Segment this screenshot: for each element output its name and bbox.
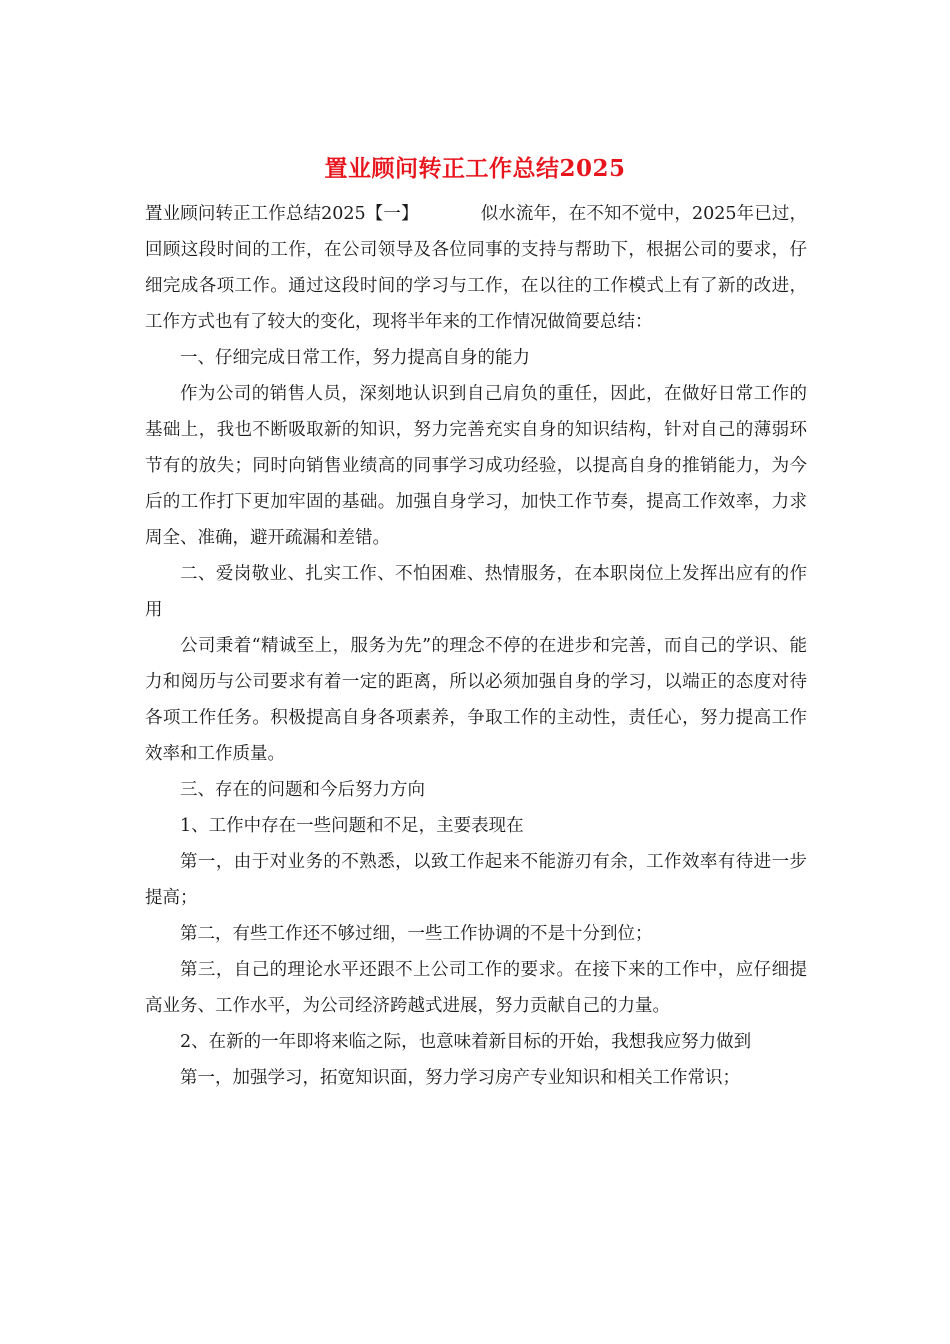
paragraph: 第一，加强学习，拓宽知识面，努力学习房产专业知识和相关工作常识； xyxy=(180,1068,740,1088)
paragraph: 2、在新的一年即将来临之际，也意味着新目标的开始，我想我应努力做到 xyxy=(180,1032,752,1052)
paragraph: 1、工作中存在一些问题和不足，主要表现在 xyxy=(180,816,524,836)
document-body xyxy=(145,196,807,1096)
paragraph: 第一，由于对业务的不熟悉，以致工作起来不能游刃有余，工作效率有待进一步提高； xyxy=(145,852,807,908)
paragraph: 第二，有些工作还不够过细，一些工作协调的不是十分到位； xyxy=(180,924,653,944)
intro-text: 似水流年，在不知不觉中，2025年已过，回顾这段时间的工作，在公司领导及各位同事的支持与帮助下，根据公司的要求，仔细完成各项工作。通过这段时间的学习与工作，在以往的工作模式上有了新的改进，工作方式也有了较大的变化，现将半年来的工作情况做简要总结： xyxy=(145,204,807,332)
document-title: 置业顾问转正工作总结2025 xyxy=(324,155,626,182)
paragraph: 一、仔细完成日常工作，努力提高自身的能力 xyxy=(180,348,530,368)
intro-paragraph xyxy=(145,196,807,340)
paragraph: 作为公司的销售人员，深刻地认识到自己肩负的重任，因此，在做好日常工作的基础上，我也不断吸取新的知识，努力完善充实自身的知识结构，针对自己的薄弱环节有的放失；同时向销售业绩高的同事学习成功经验，以提高自身的推销能力，为今后的工作打下更加牢固的基础。加强自身学习，加快工作节奏，提高工作效率，力求周全、准确，避开疏漏和差错。 xyxy=(145,384,807,548)
paragraph: 第三，自己的理论水平还跟不上公司工作的要求。在接下来的工作中，应仔细提高业务、工作水平，为公司经济跨越式进展，努力贡献自己的力量。 xyxy=(145,960,807,1016)
section-heading: 置业顾问转正工作总结2025【一】 xyxy=(145,204,419,224)
paragraph: 三、存在的问题和今后努力方向 xyxy=(180,780,425,800)
paragraph: 公司秉着“精诚至上，服务为先”的理念不停的在进步和完善，而自己的学识、能力和阅历与公司要求有着一定的距离，所以必须加强自身的学习，以端正的态度对待各项工作任务。积极提高自身各项素养，争取工作的主动性，责任心，努力提高工作效率和工作质量。 xyxy=(145,636,807,764)
paragraph: 二、爱岗敬业、扎实工作、不怕困难、热情服务，在本职岗位上发挥出应有的作用 xyxy=(145,564,807,620)
